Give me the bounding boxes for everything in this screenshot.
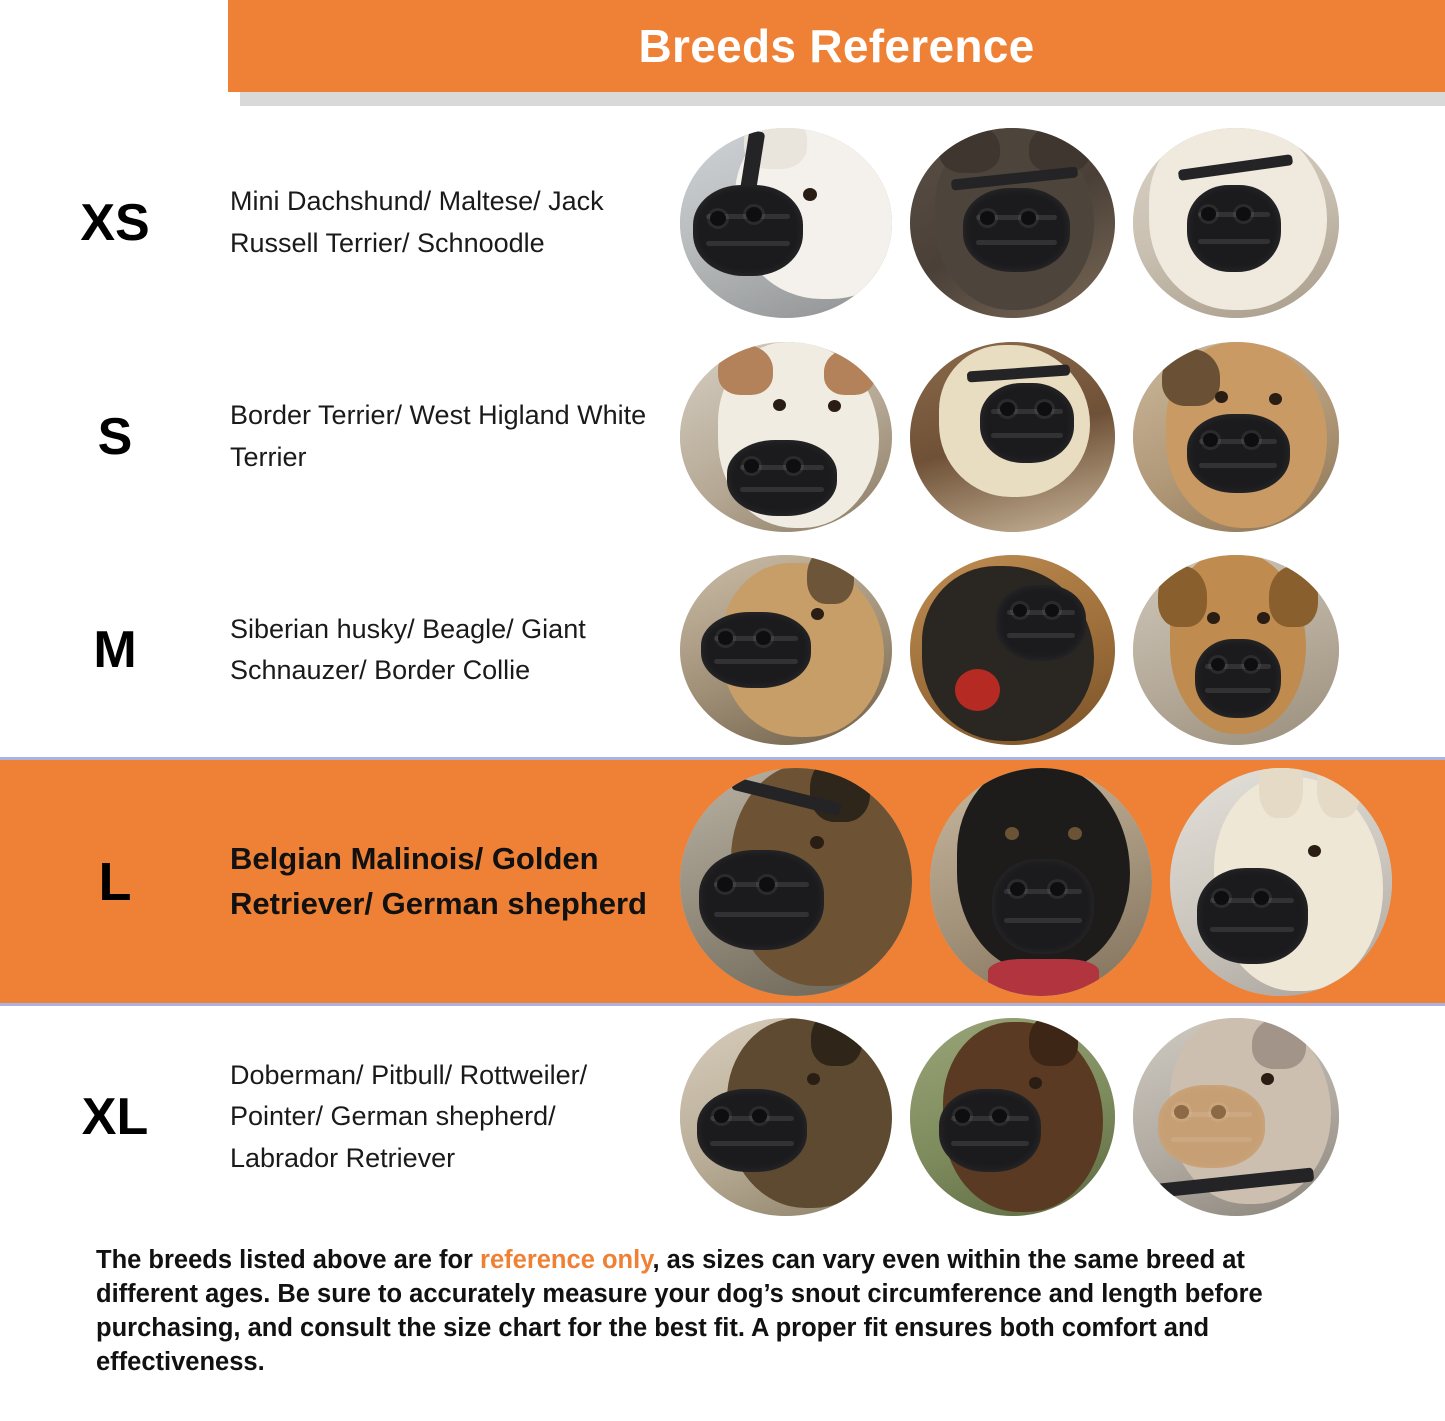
tan-boxer-black-muzzle-photo bbox=[1133, 342, 1339, 532]
breeds-label: Border Terrier/ West Higland White Terrier bbox=[230, 400, 647, 472]
header bbox=[0, 0, 1445, 115]
footer-accent-text: reference only bbox=[480, 1246, 653, 1274]
breeds-label: Doberman/ Pitbull/ Rottweiler/ Pointer/ German shepherd/ Labrador Retriever bbox=[230, 1060, 588, 1173]
black-labrador-black-muzzle-photo bbox=[930, 768, 1152, 996]
size-label: XS bbox=[80, 193, 150, 252]
white-shepherd-black-muzzle-photo bbox=[1170, 768, 1392, 996]
footer-text-part2: , as sizes can vary even within the same breed at different ages. Be sure to accurately measure your dog’s snout circumference and length before purchasing, and consult the size chart for the best fit. A proper fit ensures both comfort and effectiveness. bbox=[96, 1246, 1263, 1376]
photo-group bbox=[680, 342, 1445, 532]
table-row bbox=[0, 115, 1445, 330]
brown-pitbull-black-muzzle-photo bbox=[910, 1018, 1115, 1216]
jack-russell-black-muzzle-photo bbox=[680, 342, 892, 532]
breeds-table bbox=[0, 115, 1445, 1228]
page-title: Breeds Reference bbox=[638, 20, 1035, 72]
header-bar bbox=[228, 0, 1445, 92]
photo-group bbox=[680, 1018, 1445, 1216]
photo-group bbox=[680, 555, 1445, 745]
grey-terrier-black-muzzle-photo bbox=[910, 128, 1115, 318]
breeds-label: Siberian husky/ Beagle/ Giant Schnauzer/ Border Collie bbox=[230, 613, 586, 685]
yellow-lab-black-muzzle-photo bbox=[910, 342, 1115, 532]
size-label: XL bbox=[81, 1088, 149, 1146]
size-label: L bbox=[98, 851, 132, 912]
tan-labrador-black-muzzle-photo bbox=[1133, 555, 1339, 745]
table-row bbox=[0, 330, 1445, 543]
size-label: S bbox=[97, 407, 133, 466]
photo-group bbox=[680, 768, 1445, 996]
black-curly-dog-black-muzzle-photo bbox=[910, 555, 1115, 745]
footer-note bbox=[0, 1228, 1445, 1380]
shepherd-black-muzzle-photo bbox=[680, 1018, 892, 1216]
table-row bbox=[0, 543, 1445, 757]
cream-fluffy-dog-black-muzzle-photo bbox=[1133, 128, 1339, 318]
white-dog-black-muzzle-photo bbox=[680, 128, 892, 318]
table-row bbox=[0, 1006, 1445, 1228]
size-label: M bbox=[93, 621, 137, 679]
breeds-label: Mini Dachshund/ Maltese/ Jack Russell Terrier/ Schnoodle bbox=[230, 186, 604, 258]
footer-text-part1: The breeds listed above are for bbox=[96, 1246, 481, 1274]
breeds-label: Belgian Malinois/ Golden Retriever/ German shepherd bbox=[230, 840, 647, 921]
table-row-highlighted bbox=[0, 757, 1445, 1006]
german-shepherd-black-muzzle-photo bbox=[680, 768, 912, 996]
photo-group bbox=[680, 128, 1445, 318]
grey-pitbull-tan-muzzle-photo bbox=[1133, 1018, 1339, 1216]
shepherd-mix-black-muzzle-photo bbox=[680, 555, 892, 745]
